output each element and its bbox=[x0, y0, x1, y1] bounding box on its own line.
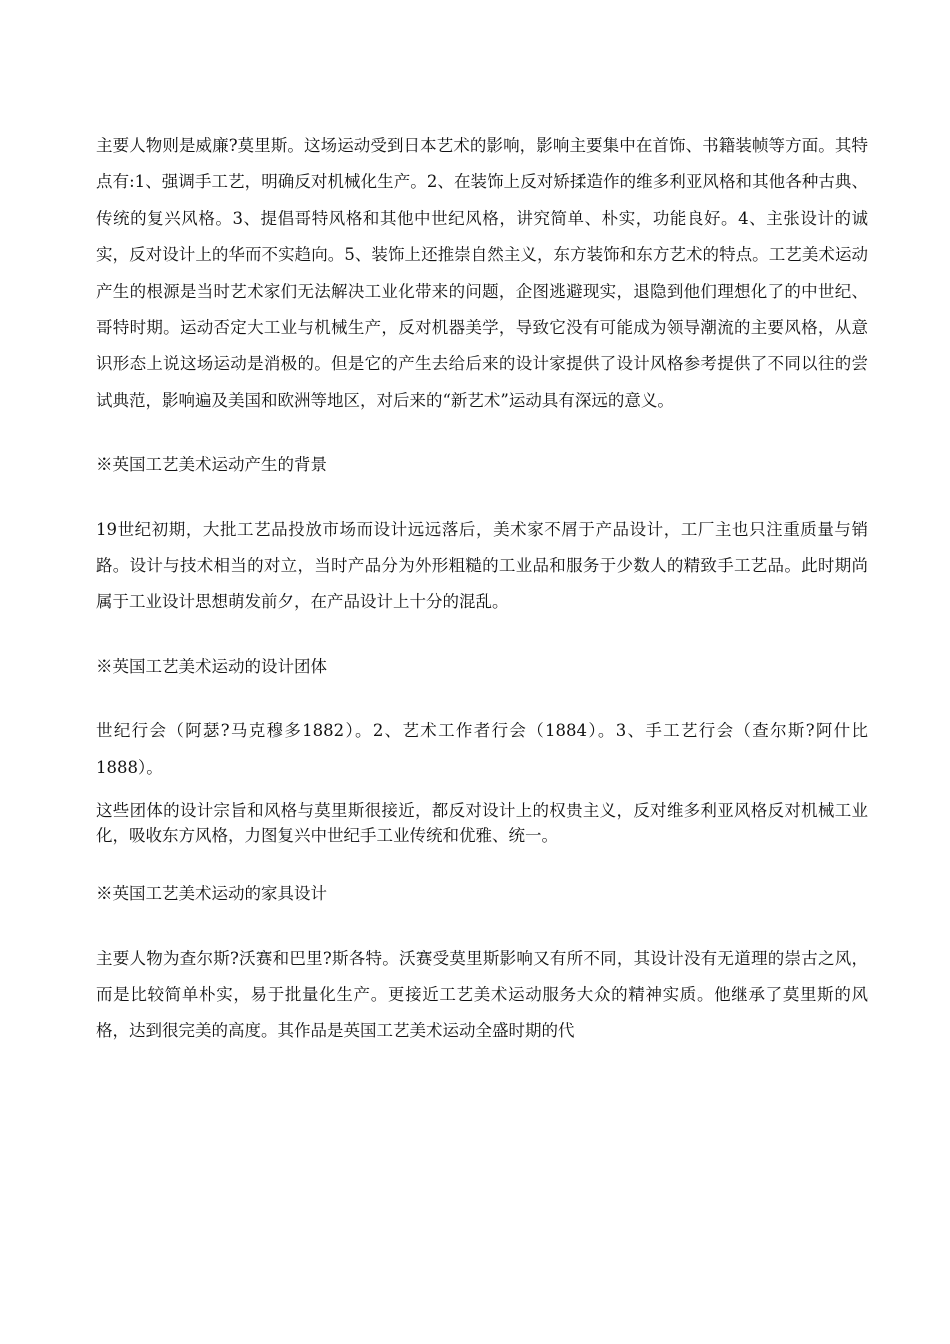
paragraph-furniture-design: 主要人物为查尔斯?沃赛和巴里?斯各特。沃赛受莫里斯影响又有所不同，其设计没有无道理的崇古之风，而是比较简单朴实，易于批量化生产。更接近工艺美术运动服务大众的精神实质。他继承了莫里斯的风格，达到很完美的高度。其作品是英国工艺美术运动全盛时期的代 bbox=[96, 948, 868, 1041]
section-heading-background: ※英国工艺美术运动产生的背景 bbox=[96, 455, 327, 475]
paragraph-design-groups-aims: 这些团体的设计宗旨和风格与莫里斯很接近，都反对设计上的权贵主义，反对维多利亚风格反对机械工业化，吸收东方风格，力图复兴中世纪手工业传统和优雅、统一。 bbox=[96, 801, 868, 846]
paragraph-design-groups-list: 世纪行会（阿瑟?马克穆多1882）。2、艺术工作者行会（1884）。3、手工艺行会（查尔斯?阿什比1888）。 bbox=[96, 721, 868, 777]
paragraph-arts-crafts-features: 主要人物则是威廉?莫里斯。这场运动受到日本艺术的影响，影响主要集中在首饰、书籍装帧等方面。其特点有:1、强调手工艺，明确反对机械化生产。2、在装饰上反对矫揉造作的维多利亚风格和其他各种古典、传统的复兴风格。3、提倡哥特风格和其他中世纪风格，讲究简单、朴实，功能良好。4、主张设计的诚实，反对设计上的华而不实趋向。5、装饰上还推崇自然主义，东方装饰和东方艺术的特点。工艺美术运动产生的根源是当时艺术家们无法解决工业化带来的问题，企图逃避现实，退隐到他们理想化了的中世纪、哥特时期。运动否定大工业与机械生产，反对机器美学，导致它没有可能成为领导潮流的主要风格，从意识形态上说这场运动是消极的。但是它的产生去给后来的设计家提供了设计风格参考提供了不同以往的尝试典范，影响遍及美国和欧洲等地区，对后来的“新艺术”运动具有深远的意义。 bbox=[96, 136, 868, 410]
section-heading-furniture-design: ※英国工艺美术运动的家具设计 bbox=[96, 884, 327, 904]
paragraph-background: 19世纪初期，大批工艺品投放市场而设计远远落后，美术家不屑于产品设计，工厂主也只注重质量与销路。设计与技术相当的对立，当时产品分为外形粗糙的工业品和服务于少数人的精致手工艺品。此时期尚属于工业设计思想萌发前夕，在产品设计上十分的混乱。 bbox=[96, 519, 868, 612]
document-page bbox=[96, 128, 868, 1050]
section-heading-design-groups: ※英国工艺美术运动的设计团体 bbox=[96, 656, 327, 676]
